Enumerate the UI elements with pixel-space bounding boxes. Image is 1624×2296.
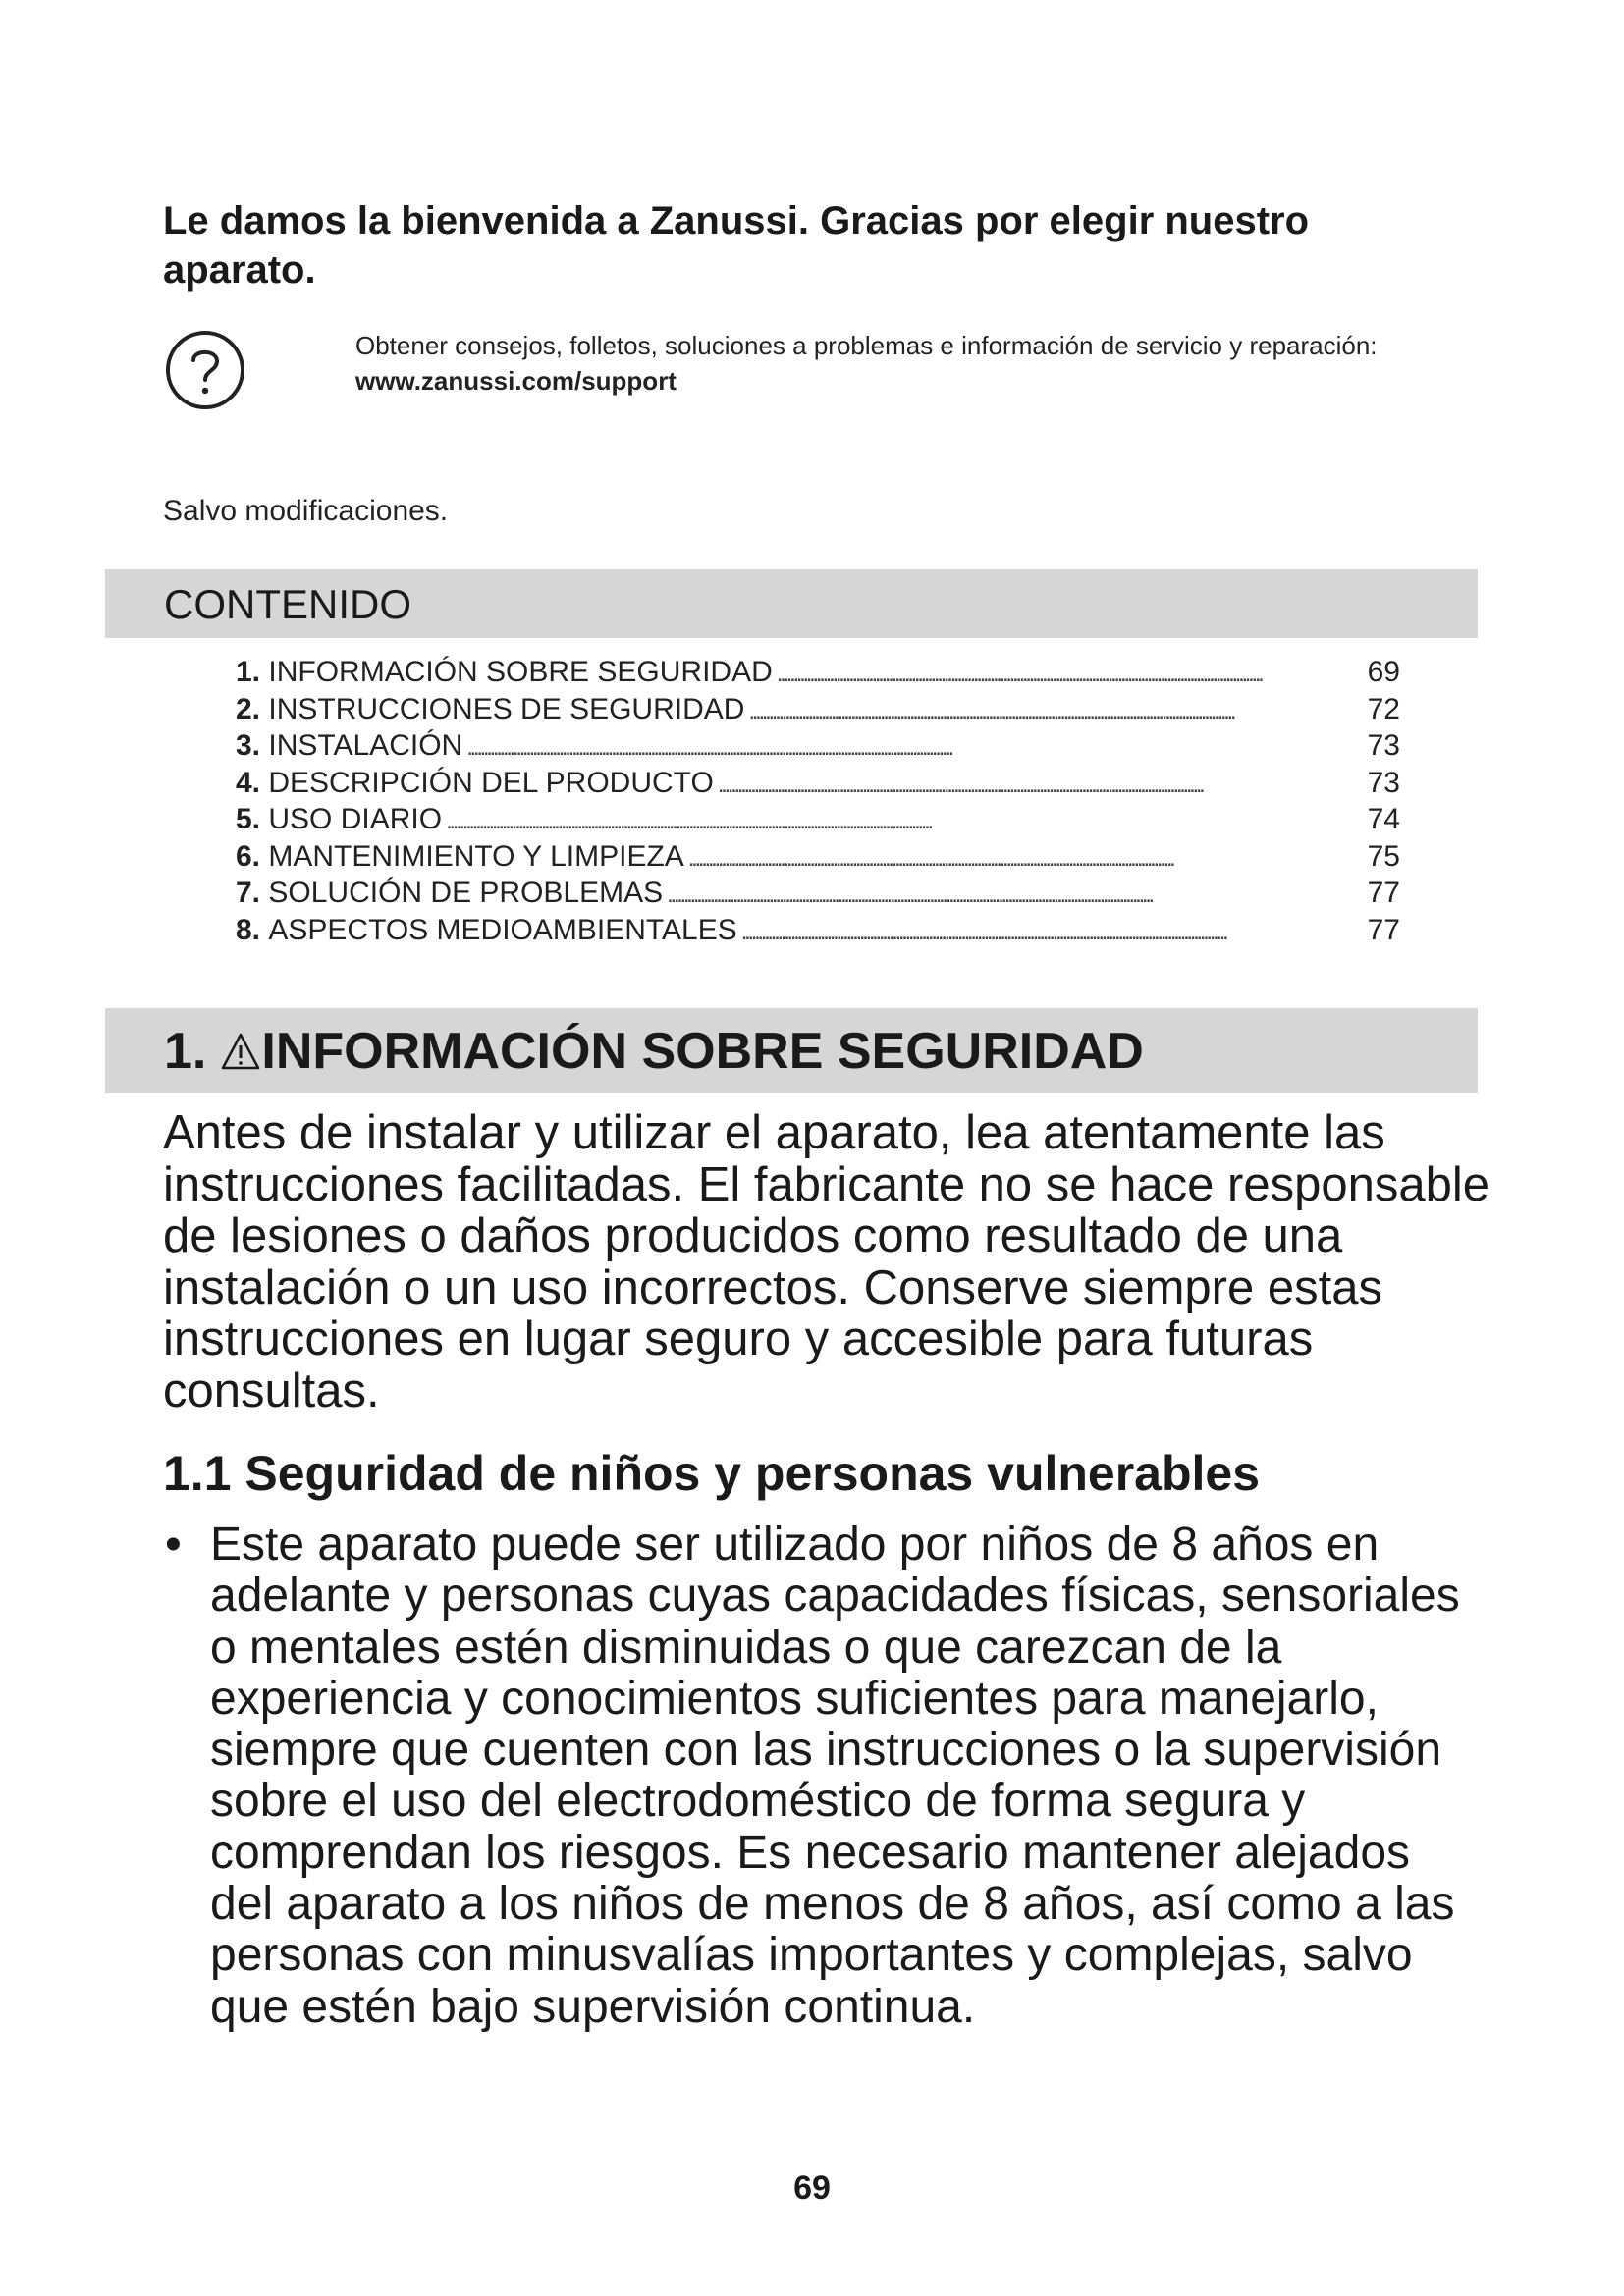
toc-item-number: 4. (236, 766, 261, 799)
page-number: 69 (793, 2169, 831, 2207)
section-title (164, 1023, 1144, 1080)
subsection-title: 1.1 Seguridad de niños y personas vulnerables (163, 1446, 1261, 1501)
section-intro: Antes de instalar y utilizar el aparato, lea atentamente las instrucciones facilitadas. El fabricante no se hace responsable de lesiones o daños producidos como resultado de una instalación o un uso incorrectos. Conserve siempre estas instrucciones en lugar seguro y accesible para futuras consultas. (163, 1106, 1489, 1417)
toc-leader-dots (688, 840, 1364, 874)
toc-item[interactable] (236, 767, 1400, 804)
toc-item-label: DESCRIPCIÓN DEL PRODUCTO (268, 766, 714, 799)
toc-leader-dots (741, 914, 1364, 947)
toc-item-number: 2. (236, 692, 261, 725)
toc-item-page: 77 (1367, 913, 1400, 946)
toc-item-number: 8. (236, 913, 261, 946)
toc-item-number: 7. (236, 877, 261, 909)
list-item: • Este aparato puede ser utilizado por niños de 8 años en adelante y personas cuyas capacidades físicas, sensoriales o mentales estén disminuidas o que carezcan de la experiencia y conocimientos suficientes para manejarlo, siempre que cuenten con las instrucciones o la supervisión sobre el uso del electrodoméstico de forma segura y comprendan los riesgos. Es necesario mantener alejados del aparato a los niños de menos de 8 años, así como a las personas con minusvalías importantes y complejas, salvo que estén bajo supervisión continua. (163, 1520, 1479, 2033)
support-text: Obtener consejos, folletos, soluciones a problemas e información de servicio y reparación: (355, 331, 1378, 360)
toc-item-page: 74 (1367, 803, 1400, 835)
toc-item[interactable] (236, 693, 1400, 730)
toc-item[interactable] (236, 914, 1400, 951)
toc-leader-dots (466, 729, 1363, 763)
toc-item-label: INFORMACIÓN SOBRE SEGURIDAD (268, 656, 773, 688)
section-title-text: INFORMACIÓN SOBRE SEGURIDAD (261, 1023, 1144, 1080)
toc-item-label: MANTENIMIENTO Y LIMPIEZA (268, 839, 684, 873)
toc-item-page: 75 (1367, 839, 1400, 873)
toc-leader-dots (446, 803, 1364, 836)
toc-leader-dots (667, 877, 1363, 910)
section-number: 1. (164, 1023, 207, 1080)
support-info (355, 328, 1435, 399)
toc-item[interactable] (236, 803, 1400, 840)
toc-item-number: 6. (236, 839, 261, 873)
toc-item-page: 77 (1367, 877, 1400, 909)
toc-item-page: 73 (1367, 729, 1400, 762)
toc-item-label: SOLUCIÓN DE PROBLEMAS (268, 877, 664, 909)
toc-item-page: 69 (1367, 656, 1400, 688)
toc-item-number: 5. (236, 803, 261, 835)
table-of-contents (236, 656, 1400, 950)
contents-header-band (105, 569, 1478, 638)
contents-title: CONTENIDO (164, 581, 411, 627)
support-link[interactable]: www.zanussi.com/support (355, 366, 677, 396)
toc-leader-dots (777, 656, 1364, 689)
toc-item[interactable] (236, 877, 1400, 914)
toc-item-label: USO DIARIO (268, 803, 443, 835)
question-circle-icon (163, 328, 247, 412)
toc-leader-dots (748, 693, 1363, 726)
toc-item-page: 72 (1367, 692, 1400, 725)
warning-triangle-icon (220, 1032, 261, 1071)
toc-item-label: ASPECTOS MEDIOAMBIENTALES (268, 913, 737, 946)
welcome-title: Le damos la bienvenida a Zanussi. Gracias por elegir nuestro aparato. (163, 199, 1310, 292)
toc-item-label: INSTRUCCIONES DE SEGURIDAD (268, 692, 745, 725)
toc-item-number: 1. (236, 656, 261, 688)
toc-leader-dots (718, 767, 1364, 800)
subject-to-change-note: Salvo modificaciones. (163, 495, 449, 527)
toc-item[interactable] (236, 656, 1400, 693)
safety-bullets (163, 1520, 1479, 2033)
toc-item-number: 3. (236, 729, 261, 762)
toc-item-page: 73 (1367, 766, 1400, 799)
toc-item-label: INSTALACIÓN (268, 729, 463, 762)
section-header-band (105, 1008, 1478, 1093)
toc-item[interactable] (236, 840, 1400, 878)
toc-item[interactable] (236, 729, 1400, 767)
